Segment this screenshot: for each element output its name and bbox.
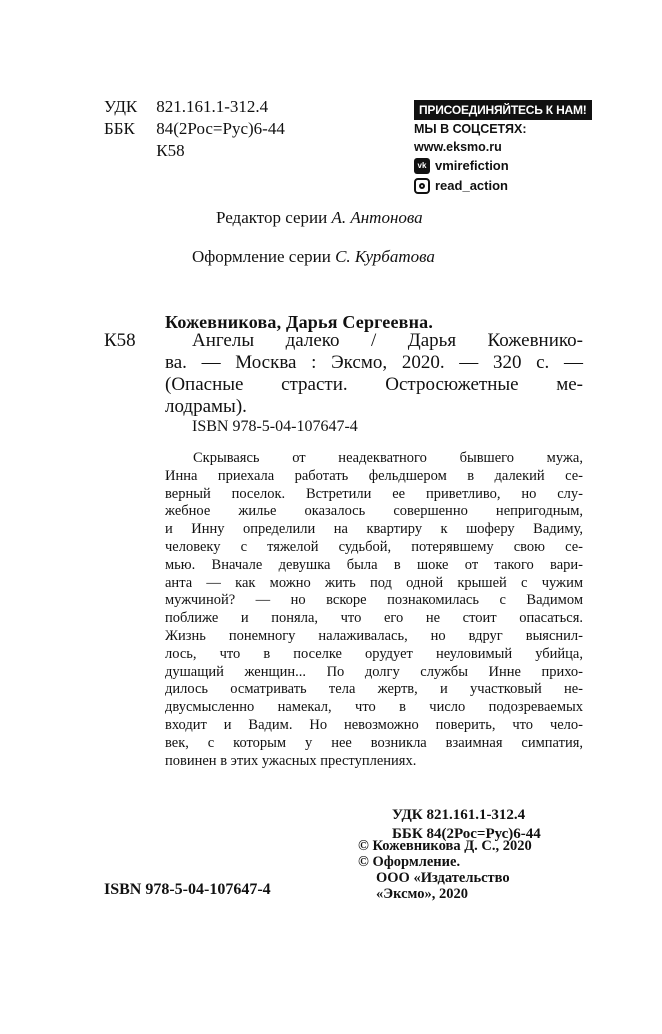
instagram-handle: read_action <box>435 178 508 193</box>
bibliographic-description <box>165 330 583 418</box>
copyright-design: © Оформление. <box>358 854 461 870</box>
copyright-publisher-year: «Эксмо», 2020 <box>376 886 468 902</box>
udk-value: 821.161.1-312.4 <box>156 97 269 116</box>
annotation-line: жебное жилье оказалось совершенно непригодным, <box>165 503 583 520</box>
biblio-line: (Опасные страсти. Остросюжетные ме- <box>165 374 583 395</box>
bibliography-mark: К58 <box>104 330 136 351</box>
bottom-udk: УДК 821.161.1-312.4 <box>392 807 526 823</box>
annotation-line: входит и Вадим. Но невозможно поверить, что чело- <box>165 716 583 733</box>
annotation-line: дилось осматривать тела жертв, и участковый не- <box>165 681 583 698</box>
instagram-row[interactable] <box>414 176 592 196</box>
classification-codes <box>104 96 285 162</box>
udk-label: УДК <box>104 97 138 116</box>
vk-row[interactable] <box>414 156 592 176</box>
social-subtitle: МЫ В СОЦСЕТЯХ: <box>414 122 527 136</box>
vk-icon: vk <box>414 158 430 174</box>
instagram-icon <box>414 178 430 194</box>
annotation-line: мью. Вначале девушка была в шоке от такого вари- <box>165 556 583 573</box>
social-block <box>414 100 592 196</box>
annotation-line: мужчиной? — но вскоре познакомилась с Вадимом <box>165 592 583 609</box>
website-link[interactable]: www.eksmo.ru <box>414 140 502 154</box>
series-editor-name: А. Антонова <box>331 208 423 227</box>
author-mark-row <box>104 140 285 162</box>
annotation-line: повинен в этих ужасных преступлениях. <box>165 752 417 769</box>
udk-row <box>104 96 285 118</box>
annotation-line: поближе и поняла, что его не стоит опасаться. <box>165 610 583 627</box>
series-editor <box>216 208 423 228</box>
social-banner: ПРИСОЕДИНЯЙТЕСЬ К НАМ! <box>414 100 592 120</box>
annotation-line: и Инну определили на квартиру к шоферу Вадиму, <box>165 521 583 538</box>
annotation-line: Скрываясь от неадекватного бывшего мужа, <box>193 450 583 466</box>
isbn-bottom: ISBN 978-5-04-107647-4 <box>104 881 271 898</box>
copyright-author: © Кожевникова Д. С., 2020 <box>358 838 532 854</box>
copyright-block <box>358 838 532 902</box>
series-design-label: Оформление серии <box>192 247 331 266</box>
isbn-record: ISBN 978-5-04-107647-4 <box>192 418 358 435</box>
biblio-line: лодрамы). <box>165 396 247 417</box>
annotation-line: век, с которым у нее возникла взаимная симпатия, <box>165 734 583 751</box>
annotation <box>165 450 583 770</box>
annotation-line: двусмысленно намекал, что в число подозреваемых <box>165 699 583 716</box>
copyright-publisher: ООО «Издательство <box>376 870 510 886</box>
series-editor-label: Редактор серии <box>216 208 328 227</box>
bbk-value: 84(2Рос=Рус)6-44 <box>156 119 285 138</box>
annotation-line: лось, что в поселке орудует неуловимый убийца, <box>165 645 583 662</box>
biblio-line: Ангелы далеко / Дарья Кожевнико- <box>192 330 583 351</box>
bbk-label: ББК <box>104 119 135 138</box>
series-design-name: С. Курбатова <box>335 247 435 266</box>
biblio-line: ва. — Москва : Эксмо, 2020. — 320 с. — <box>165 352 583 373</box>
vk-handle: vmirefiction <box>435 158 509 173</box>
bbk-row <box>104 118 285 140</box>
annotation-line: верный поселок. Встретили ее приветливо, но слу- <box>165 485 583 502</box>
series-design <box>192 247 435 267</box>
annotation-line: душащий женщин... По долгу службы Инне прихо- <box>165 663 583 680</box>
annotation-line: человеку с тяжелой судьбой, потерявшему свою се- <box>165 538 583 555</box>
book-author: Кожевникова, Дарья Сергеевна. <box>165 312 434 332</box>
annotation-line: Жизнь понемногу налаживалась, но вдруг выяснил- <box>165 627 583 644</box>
author-mark: К58 <box>156 141 185 160</box>
annotation-line: Инна приехала работать фельдшером в далекий се- <box>165 467 583 484</box>
bottom-bbk: ББК 84(2Рос=Рус)6-44 <box>392 826 541 842</box>
annotation-line: анта — как можно жить под одной крышей с чужим <box>165 574 583 591</box>
